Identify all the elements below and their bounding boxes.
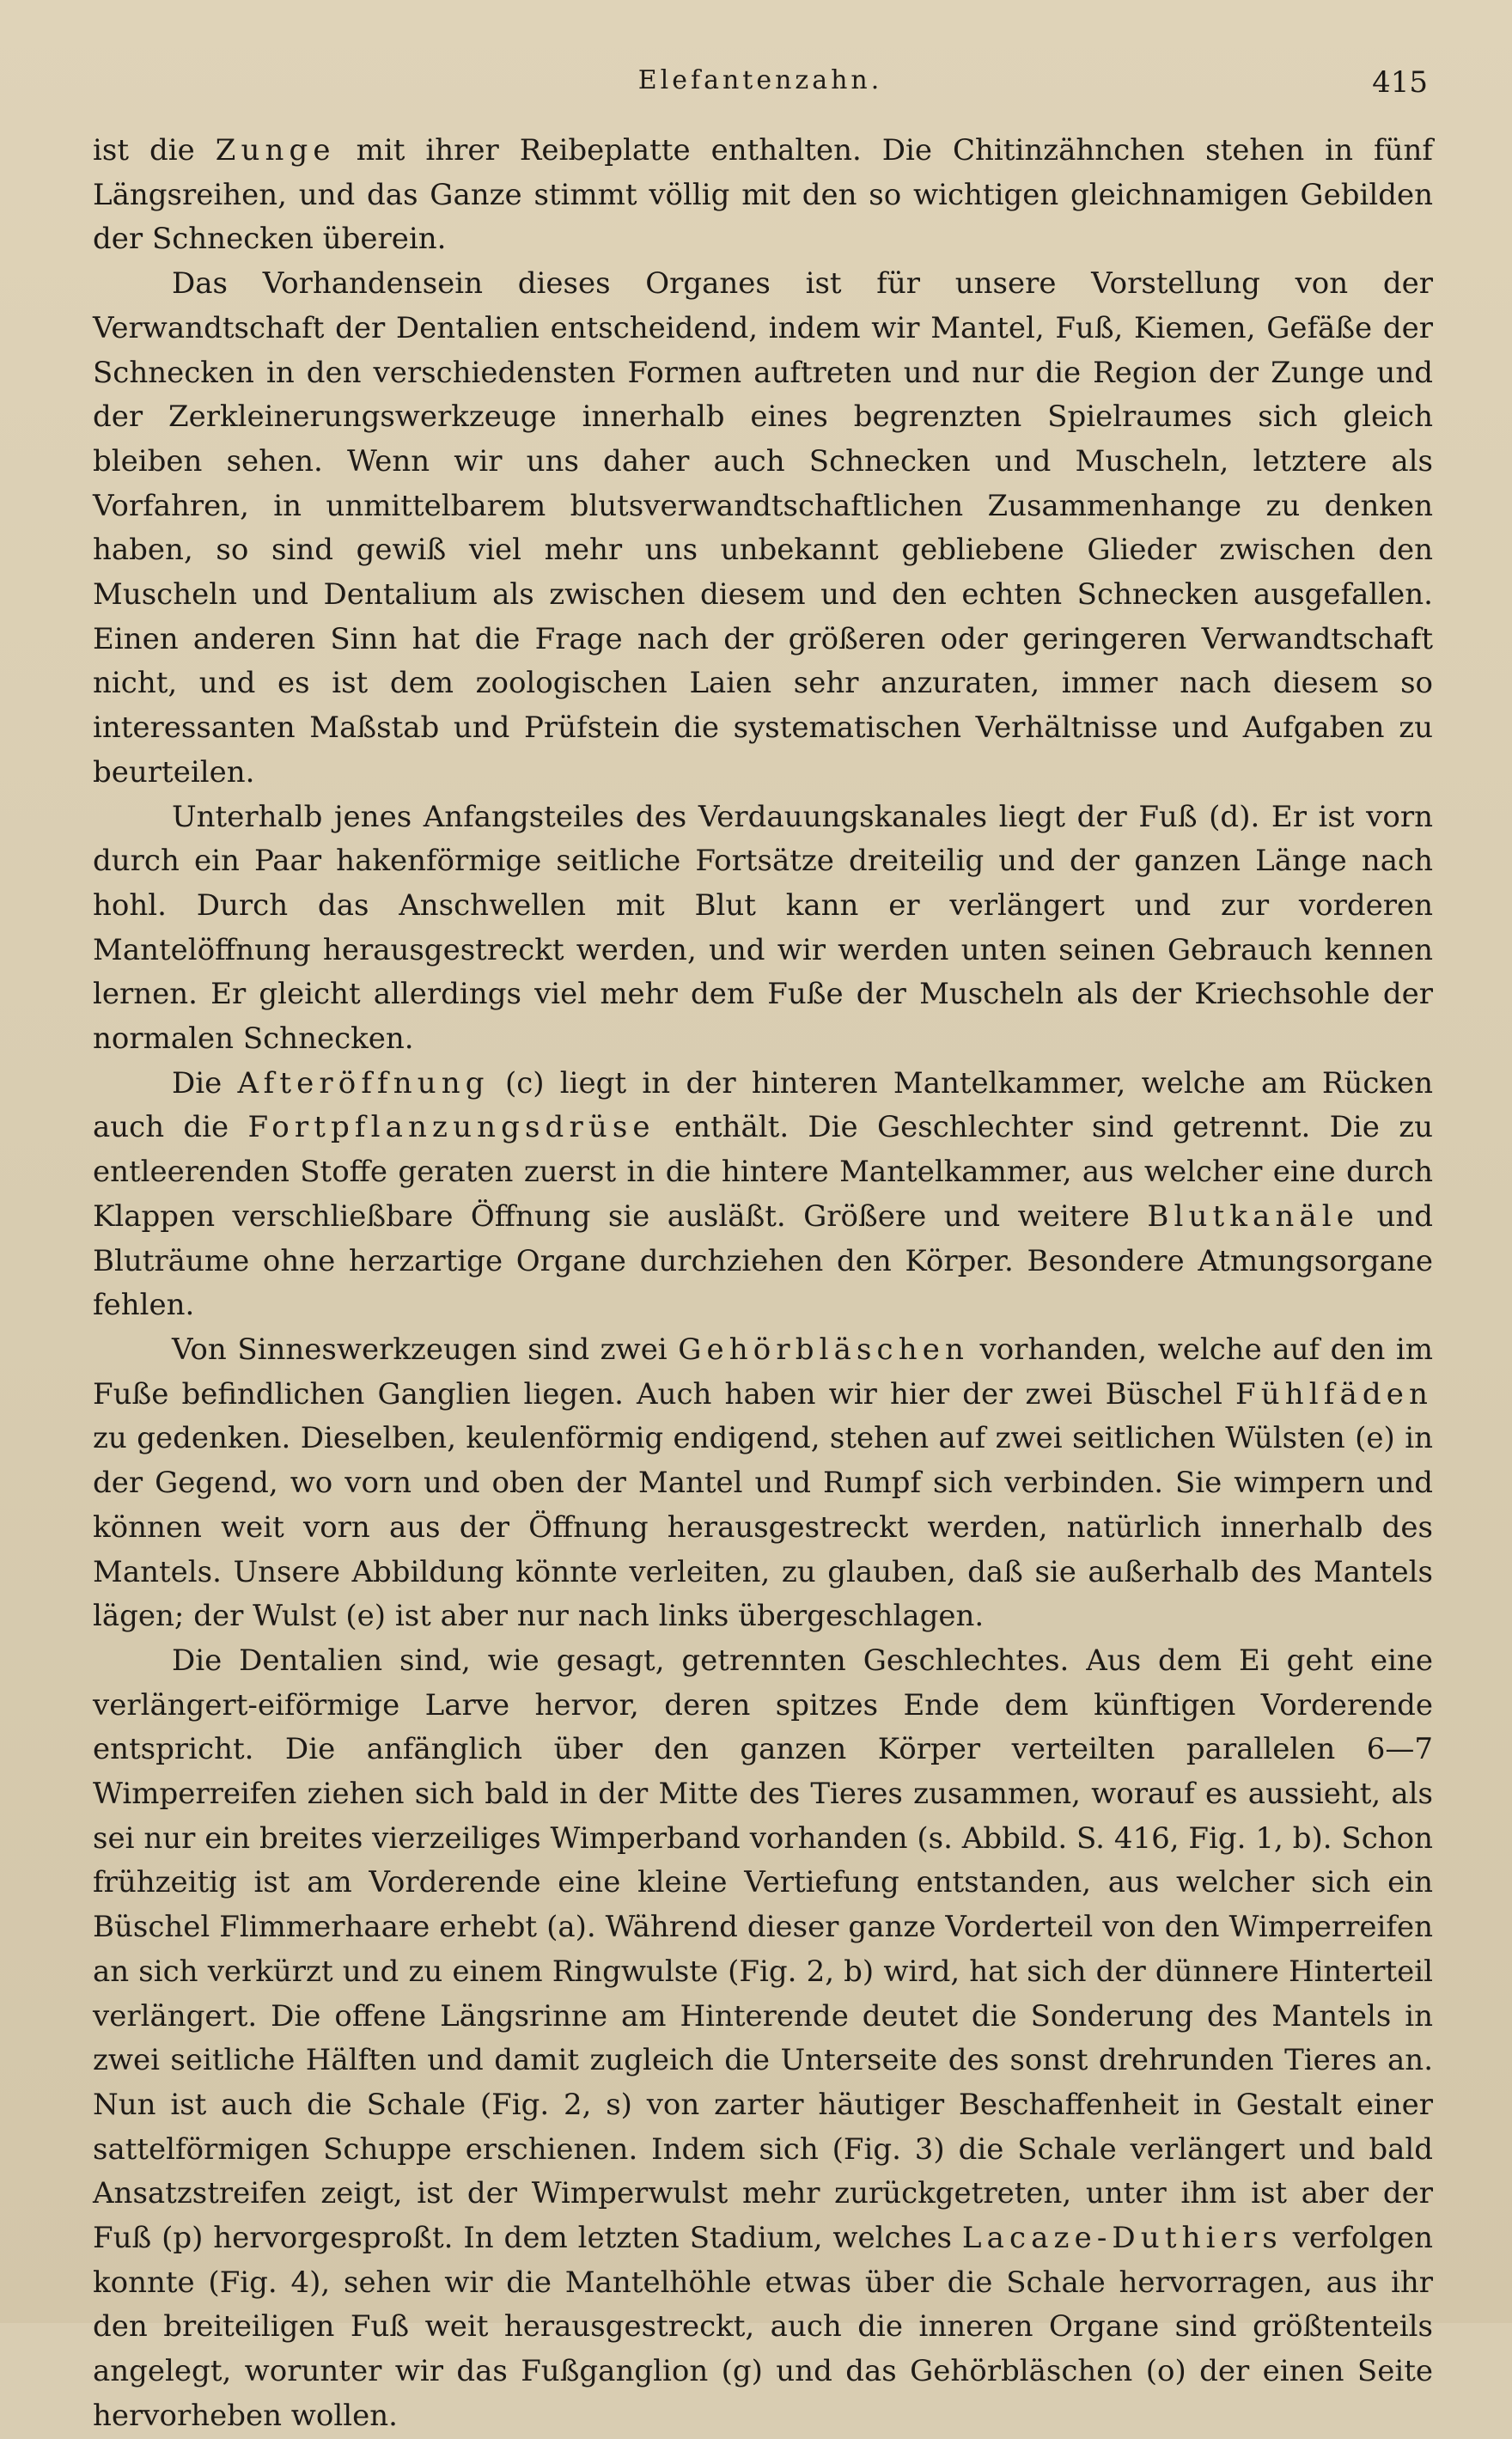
text-run: verfolgen konnte (Fig. 4), sehen wir die Mantelhöhle etwas über die Schale hervorragen, aus ihr den breiteiligen Fuß weit herausgestreckt, auch die inneren Organe sind größtenteils angelegt, worunter wir das Fußganglion (g) und das Gehörbläschen (o) der einen Seite hervorheben wollen. bbox=[93, 2221, 1433, 2433]
body-text bbox=[93, 129, 1433, 2439]
page-header bbox=[93, 65, 1428, 108]
emphasized-term: Fühlfäden bbox=[1235, 1376, 1433, 1412]
text-run: enthält. Die Geschlechter sind getrennt. Die zu entleerenden Stoffe geraten zuerst in die hintere Mantelkammer, aus welcher eine durch Klappen verschließbare Öffnung sie ausläßt. Größere und weitere bbox=[93, 1110, 1434, 1234]
paragraph bbox=[93, 796, 1433, 1062]
emphasized-term: Afteröffnung bbox=[237, 1065, 490, 1101]
text-run: mit ihrer Reibeplatte enthalten. Die Chitinzähnchen stehen in fünf Längsreihen, und das Ganze stimmt völlig mit den so wichtigen gleichnamigen Gebilden der Schnecken überein. bbox=[93, 133, 1433, 257]
paragraph bbox=[93, 1062, 1433, 1328]
text-run: Die bbox=[172, 1065, 238, 1101]
emphasized-term: Blutkanäle bbox=[1147, 1198, 1359, 1234]
emphasized-term: Fortpflanzungsdrüse bbox=[247, 1110, 655, 1145]
emphasized-term: Lacaze-Duthiers bbox=[961, 2221, 1283, 2256]
text-run: Die Dentalien sind, wie gesagt, getrennten Geschlechtes. Aus dem Ei geht eine verlängert-eiförmige Larve hervor, deren spitzes Ende dem künftigen Vorderende entspricht. Die anfänglich über den ganzen Körper verteilten parallelen 6—7 Wimperreifen ziehen sich bald in der Mitte des Tieres zusammen, worauf es aussieht, als sei nur ein breites vierzeiliges Wimperband vorhanden (s. Abbild. S. 416, Fig. 1, b). Schon frühzeitig ist am Vorderende eine kleine Vertiefung entstanden, aus welcher sich ein Büschel Flimmerhaare erhebt (a). Während dieser ganze Vorderteil von den Wimperreifen an sich verkürzt und zu einem Ringwulste (Fig. 2, b) wird, hat sich der dünnere Hinterteil verlängert. Die offene Längsrinne am Hinterende deutet die Sonderung des Mantels in zwei seitliche Hälften und damit zugleich die Unterseite des sonst drehrunden Tieres an. Nun ist auch die Schale (Fig. 2, s) von zarter häutiger Beschaffenheit in Gestalt einer sattelförmigen Schuppe erschienen. Indem sich (Fig. 3) die Schale verlängert und bald Ansatzstreifen zeigt, ist der Wimperwulst mehr zurückgetreten, unter ihm ist aber der Fuß (p) hervorgesproßt. In dem letzten Stadium, welches bbox=[93, 1643, 1433, 2256]
emphasized-term: Gehörbläschen bbox=[678, 1332, 969, 1367]
paragraph bbox=[93, 129, 1433, 262]
paragraph bbox=[93, 262, 1433, 795]
text-run: zu gedenken. Dieselben, keulenförmig endigend, stehen auf zwei seitlichen Wülsten (e) in der Gegend, wo vorn und oben der Mantel und Rumpf sich verbinden. Sie wimpern und können weit vorn aus der Öffnung herausgestreckt werden, natürlich innerhalb des Mantels. Unsere Abbildung könnte verleiten, zu glauben, daß sie außerhalb des Mantels lägen; der Wulst (e) ist aber nur nach links übergeschlagen. bbox=[93, 1421, 1433, 1634]
text-run: ist die bbox=[93, 133, 216, 168]
text-run: vorhanden, welche auf den im Fuße befindlichen Ganglien liegen. Auch haben wir hier der zwei Büschel bbox=[93, 1332, 1434, 1412]
emphasized-term: Zunge bbox=[215, 133, 336, 168]
text-run: Das Vorhandensein dieses Organes ist für unsere Vorstellung von der Verwandtschaft der Dentalien entscheidend, indem wir Mantel, Fuß, Kiemen, Gefäße der Schnecken in den verschiedensten Formen auftreten und nur die Region der Zunge und der Zerkleinerungswerkzeuge innerhalb eines begrenzten Spielraumes sich gleich bleiben sehen. Wenn wir uns daher auch Schnecken und Muscheln, letztere als Vorfahren, in unmittelbarem blutsverwandtschaftlichen Zusammenhange zu denken haben, so sind gewiß viel mehr uns unbekannt gebliebene Glieder zwischen den Muscheln und Dentalium als zwischen diesem und den echten Schnecken ausgefallen. Einen anderen Sinn hat die Frage nach der größeren oder geringeren Verwandtschaft nicht, und es ist dem zoologischen Laien sehr anzuraten, immer nach diesem so interessanten Maßstab und Prüfstein die systematischen Verhältnisse und Aufgaben zu beurteilen. bbox=[93, 266, 1433, 790]
running-head: Elefantenzahn. bbox=[637, 65, 883, 95]
paragraph bbox=[93, 1639, 1433, 2439]
text-run: Unterhalb jenes Anfangsteiles des Verdauungskanales liegt der Fuß (d). Er ist vorn durch ein Paar hakenförmige seitliche Fortsätze dreiteilig und der ganzen Länge nach hohl. Durch das Anschwellen mit Blut kann er verlängert und zur vorderen Mantelöffnung herausgestreckt werden, und wir werden unten seinen Gebrauch kennen lernen. Er gleicht allerdings viel mehr dem Fuße der Muscheln als der Kriechsohle der normalen Schnecken. bbox=[93, 799, 1433, 1057]
text-run: (c) liegt in der hinteren Mantelkammer, welche am Rücken auch die bbox=[93, 1065, 1434, 1145]
text-run: Von Sinneswerkzeugen sind zwei bbox=[172, 1332, 679, 1367]
paragraph bbox=[93, 1328, 1433, 1639]
page-number: 415 bbox=[1372, 65, 1428, 100]
text-run: und Bluträume ohne herzartige Organe durchziehen den Körper. Besondere Atmungsorgane fehlen. bbox=[93, 1198, 1433, 1323]
